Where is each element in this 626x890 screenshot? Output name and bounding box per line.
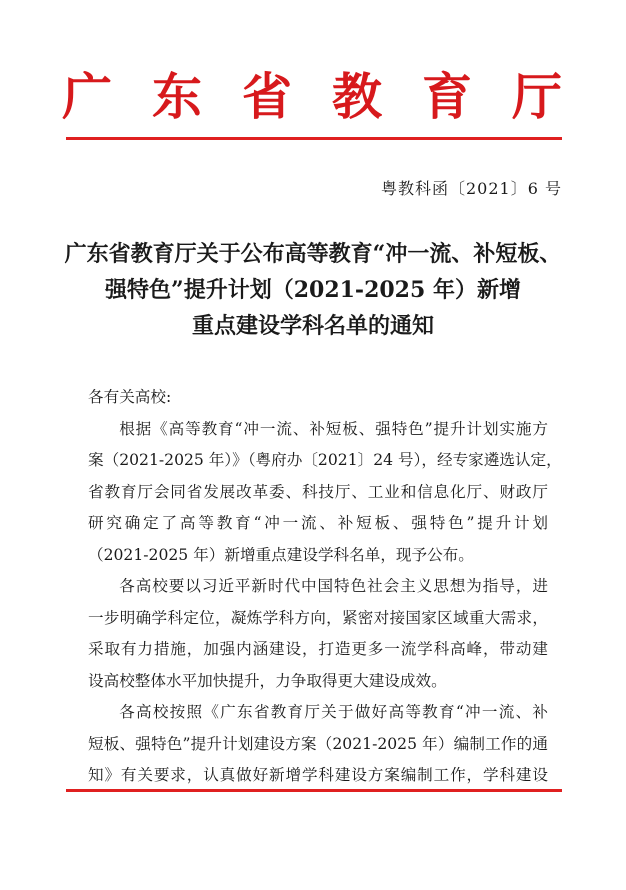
header-char: 厅 [512, 67, 562, 126]
header-char: 东 [152, 67, 202, 126]
text-line: 采取有力措施，加强内涵建设，打造更多一流学科高峰，带动建 [88, 640, 548, 658]
text-line: 短板、强特色”提升计划建设方案（2021-2025 年）编制工作的通 [88, 734, 548, 753]
paragraph-1 [88, 414, 562, 572]
paragraph-3 [88, 697, 548, 792]
title-line: 广东省教育厅关于公布高等教育“冲一流、补短板、 [64, 241, 562, 267]
header-char: 广 [62, 67, 112, 126]
header-char: 育 [422, 67, 472, 126]
text-line: 设高校整体水平加快提升，力争取得更大建设成效。 [88, 671, 447, 690]
title-line: 重点建设学科名单的通知 [191, 313, 434, 339]
header-char: 省 [242, 67, 292, 126]
document-title [64, 236, 562, 344]
title-line: 强特色”提升计划（2021-2025 年）新增 [105, 277, 521, 303]
footer-divider [66, 789, 562, 792]
issuing-authority-header [62, 66, 562, 128]
text-line: 省教育厅会同省发展改革委、科技厅、工业和信息化厅、财政厅 [88, 482, 548, 501]
salutation: 各有关高校: [88, 388, 172, 406]
text-line: 一步明确学科定位，凝炼学科方向，紧密对接国家区域重大需求， [88, 608, 548, 627]
text-line: （2021-2025 年）新增重点建设学科名单，现予公布。 [88, 545, 474, 564]
text-line: 研究确定了高等教育“冲一流、补短板、强特色”提升计划 [88, 514, 548, 532]
header-divider [66, 137, 562, 140]
document-number: 粤教科函〔2021〕6 号 [381, 179, 562, 198]
document-body [88, 382, 562, 792]
text-line: 案（2021-2025 年）》（粤府办〔2021〕24 号），经专家遴选认定， [88, 451, 562, 469]
text-line: 各高校要以习近平新时代中国特色社会主义思想为指导，进 [119, 577, 548, 595]
header-char: 教 [332, 67, 382, 126]
text-line: 根据《高等教育“冲一流、补短板、强特色”提升计划实施方 [119, 419, 548, 438]
text-line: 各高校按照《广东省教育厅关于做好高等教育“冲一流、补 [119, 703, 548, 721]
paragraph-2 [88, 571, 548, 697]
text-line: 知》有关要求，认真做好新增学科建设方案编制工作，学科建设 [88, 766, 548, 784]
